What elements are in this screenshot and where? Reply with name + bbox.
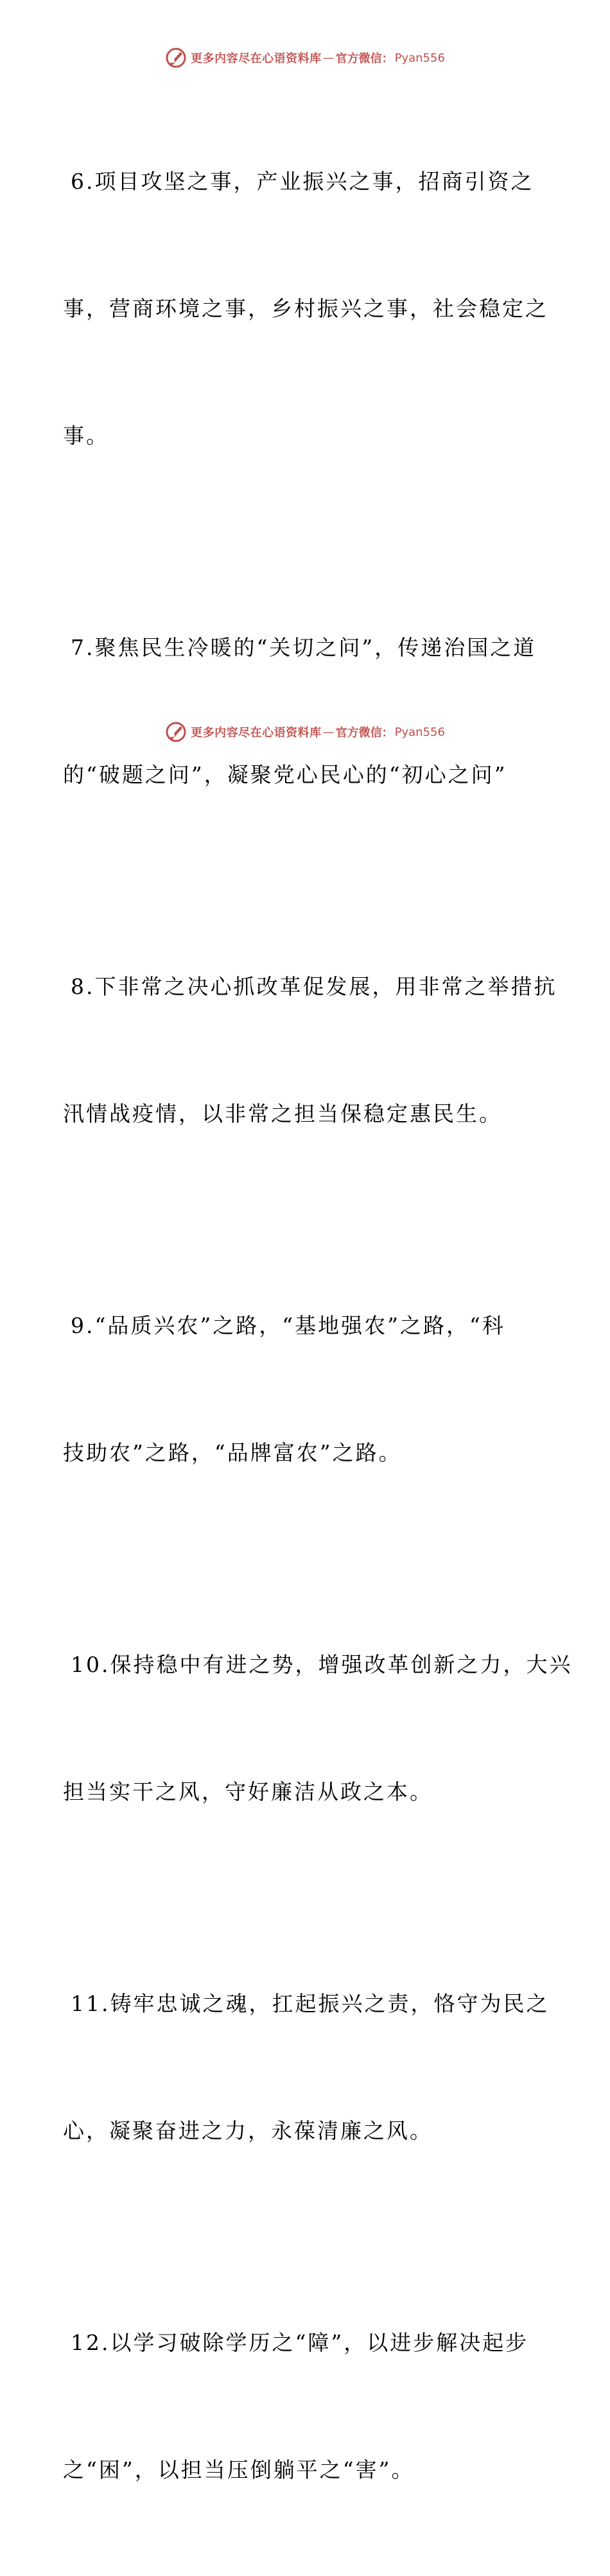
list-item [63, 1898, 551, 2237]
item-line: 的“破题之问”，凝聚党心民心的“初心之问” [63, 762, 507, 787]
item-line: 10.保持稳中有进之势，增强改革创新之力，大兴 [71, 1652, 573, 1677]
list-item [63, 881, 557, 1220]
pen-logo-icon [165, 47, 187, 69]
pen-logo-icon [165, 721, 187, 743]
item-line: 11.铸牢忠诚之魂，扛起振兴之责，恪守为民之 [71, 1991, 550, 2016]
document-body [63, 76, 573, 2576]
watermark-sub-text: 官方微信： [335, 52, 394, 65]
watermark-main-text: 更多内容尽在心语资料库 [191, 726, 322, 740]
watermark-main-text: 更多内容尽在心语资料库 [191, 52, 322, 65]
item-line: 技助农”之路，“品牌富农”之路。 [63, 1440, 402, 1465]
list-item [63, 76, 551, 542]
item-line: 担当实干之风，守好廉洁从政之本。 [63, 1779, 433, 1804]
item-line: 心，凝聚奋进之力，永葆清廉之风。 [63, 2118, 433, 2143]
watermark-sub-text: 官方微信： [335, 726, 394, 740]
list-item [63, 2237, 551, 2576]
watermark-separator: — [322, 725, 335, 739]
item-line: 之“困”，以担当压倒躺平之“害”。 [63, 2457, 415, 2482]
item-line: 7.聚焦民生冷暖的“关切之问”，传递治国之道 [71, 635, 537, 660]
watermark-id: Pyan556 [394, 725, 445, 739]
item-line: 8.下非常之决心抓改革促发展，用非常之举措抗 [71, 974, 557, 999]
watermark-id: Pyan556 [394, 51, 445, 65]
list-item [63, 1559, 573, 1898]
item-line: 6.项目攻坚之事，产业振兴之事，招商引资之 [71, 169, 534, 194]
item-line: 12.以学习破除学历之“障”，以进步解决起步 [71, 2330, 529, 2355]
footer-watermark [0, 719, 610, 745]
item-line: 汛情战疫情，以非常之担当保稳定惠民生。 [63, 1101, 502, 1126]
header-watermark [0, 45, 610, 71]
item-line: 事。 [63, 423, 109, 448]
watermark-separator: — [322, 51, 335, 65]
list-item [63, 1220, 551, 1559]
item-line: 事，营商环境之事，乡村振兴之事，社会稳定之 [63, 296, 548, 321]
item-line: 9.“品质兴农”之路，“基地强农”之路，“科 [71, 1313, 505, 1338]
list-item [63, 542, 551, 881]
